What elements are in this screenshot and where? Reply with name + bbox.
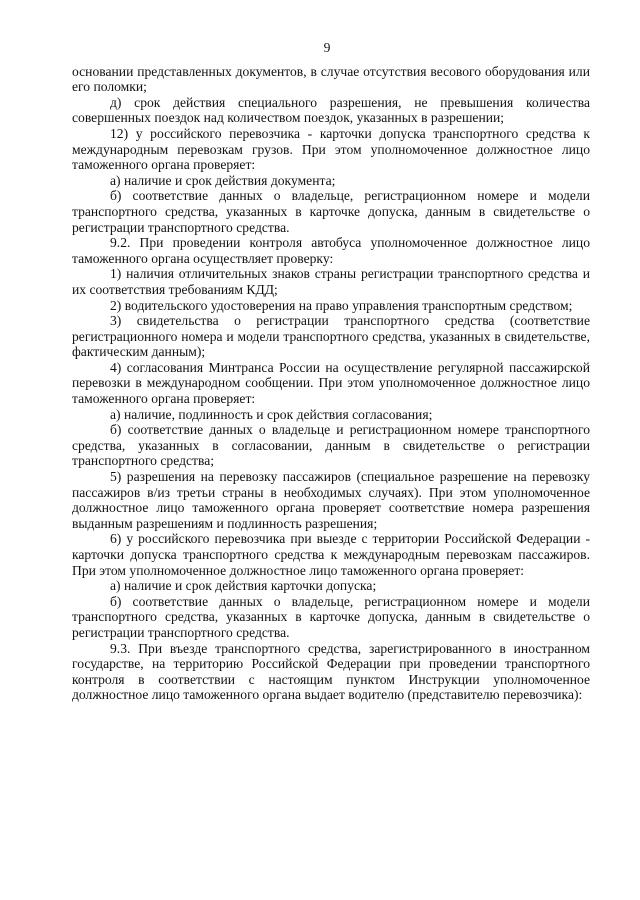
- paragraph-item-4: 4) согласования Минтранса России на осуществление регулярной пассажирской перевозки в международном сообщении. При этом уполномоченное должностное лицо таможенного органа проверяет:: [72, 359, 590, 407]
- page-number: 9: [323, 40, 331, 55]
- paragraph-item-2: 2) водительского удостоверения на право управления транспортным средством;: [110, 297, 573, 313]
- paragraph-section-9-3: 9.3. При въезде транспортного средства, зарегистрированного в иностранном государстве, на территорию Российской Федерации при проведении транспортного контроля в соответствии с настоящим пунктом Инструкции уполномоченное должностное лицо таможенного органа выдает водителю (представителю перевозчика):: [72, 640, 590, 703]
- paragraph-item-6: 6) у российского перевозчика при выезде с территории Российской Федерации - карточки допуска транспортного средства к международным перевозкам пассажиров. При этом уполномоченное должностное лицо таможенного органа проверяет:: [72, 531, 590, 578]
- paragraph-section-9-2: 9.2. При проведении контроля автобуса уполномоченное должностное лицо таможенного органа осуществляет проверку:: [72, 235, 590, 266]
- paragraph-item-5: 5) разрешения на перевозку пассажиров (специальное разрешение на перевозку пассажиров в/из третьи страны в необходимых случаях). При этом уполномоченное должностное лицо таможенного органа проверяет соответствие номера разрешения выданным разрешениям и подлинность разрешения;: [72, 469, 590, 531]
- paragraph-item-4-a: а) наличие, подлинность и срок действия согласования;: [110, 406, 433, 422]
- paragraph-item-3: 3) свидетельства о регистрации транспортного средства (соответствие регистрационного номера и модели транспортного средства, указанных в свидетельстве, фактическим данным);: [72, 313, 590, 360]
- paragraph-item-4-b: б) соответствие данных о владельце и регистрационном номере транспортного средства, указанных в согласовании, данным в свидетельстве о регистрации транспортного средства;: [72, 422, 590, 469]
- paragraph-continuation: основании представленных документов, в случае отсутствия весового оборудования или его поломки;: [72, 63, 590, 95]
- paragraph-item-a: а) наличие и срок действия документа;: [110, 172, 336, 188]
- paragraph-item-b: б) соответствие данных о владельце, регистрационном номере и модели транспортного средства, указанных в карточке допуска, данным в свидетельстве о регистрации транспортного средства.: [72, 188, 590, 235]
- paragraph-item-6-a: а) наличие и срок действия карточки допуска;: [110, 578, 377, 594]
- paragraph-item-d: д) срок действия специального разрешения, не превышения количества совершенных поездок над количеством поездок, указанных в разрешении;: [72, 94, 590, 126]
- paragraph-item-12: 12) у российского перевозчика - карточки допуска транспортного средства к международным перевозкам грузов. При этом уполномоченное должностное лицо таможенного органа проверяет:: [72, 125, 590, 173]
- paragraph-item-1: 1) наличия отличительных знаков страны регистрации транспортного средства и их соответствия требованиям КДД;: [72, 266, 590, 297]
- paragraph-item-6-b: б) соответствие данных о владельце, регистрационном номере и модели транспортного средства, указанных в карточке допуска, данным в свидетельстве о регистрации транспортного средства.: [72, 593, 590, 640]
